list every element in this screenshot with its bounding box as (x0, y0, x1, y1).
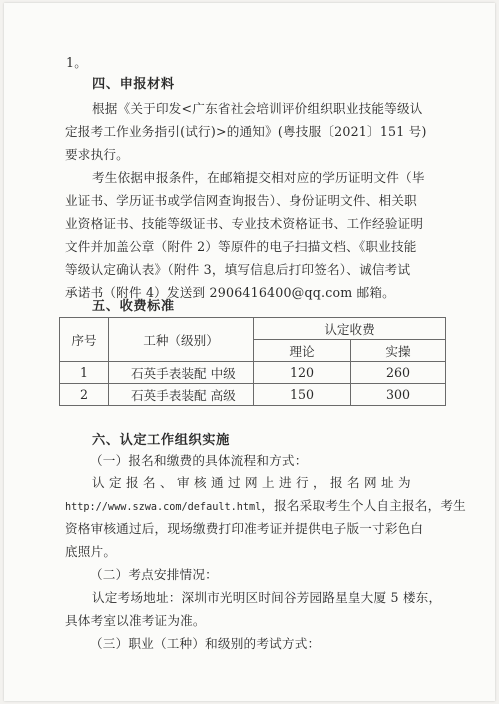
address-line-2: 具体考室以准考证为准。 (65, 613, 206, 628)
row-type: 石英手表装配 高级 (109, 384, 254, 406)
row-no: 1 (60, 362, 109, 384)
para-2-line-3: 业资格证书、技能等级证书、专业技术资格证书、工作经验证明 (65, 216, 424, 231)
table-row (60, 384, 446, 406)
fee-table (59, 317, 446, 406)
sub-3-heading: （三）职业（工种）和级别的考试方式： (90, 636, 321, 651)
para-2-line-1: 考生依据申报条件，在邮箱提交相对应的学历证明文件（毕 (92, 170, 425, 185)
address-line-1: 认定考场地址：深圳市光明区时间谷芳园路星皇大厦 5 楼东， (92, 590, 442, 605)
document-page (4, 3, 495, 701)
row-theory: 150 (254, 384, 351, 406)
header-type: 工种（级别） (109, 318, 254, 362)
fragment-line: 1。 (66, 55, 88, 70)
para-1-line-1: 根据《关于印发<广东省社会培训评价组织职业技能等级认 (92, 101, 423, 116)
para-1-line-3: 要求执行。 (65, 147, 129, 162)
header-fee: 认定收费 (254, 318, 446, 340)
row-no: 2 (60, 384, 109, 406)
section-6-heading: 六、认定工作组织实施 (92, 433, 230, 448)
para-2-line-5: 等级认定确认表》（附件 3，填写信息后打印签名）、诚信考试 (65, 262, 411, 277)
row-theory: 120 (254, 362, 351, 384)
section-5-heading: 五、收费标准 (92, 299, 175, 314)
header-theory: 理论 (254, 340, 351, 362)
section-4-heading: 四、申报材料 (92, 77, 175, 92)
table-row (60, 362, 446, 384)
para-1-line-2: 定报考工作业务指引(试行)>的通知》(粤技服〔2021〕151 号) (65, 124, 427, 139)
row-type: 石英手表装配 中级 (109, 362, 254, 384)
registration-url: http://www.szwa.com/default.html (65, 502, 262, 513)
reg-line-2-rest: ，报名采取考生个人自主报名，考生 (261, 498, 466, 513)
header-no: 序号 (60, 318, 109, 362)
sub-2-heading: （二）考点安排情况： (90, 567, 218, 582)
row-practice: 300 (351, 384, 446, 406)
row-practice: 260 (351, 362, 446, 384)
sub-1-heading: （一）报名和缴费的具体流程和方式： (90, 453, 308, 468)
reg-line-2 (65, 498, 466, 516)
para-2-line-4: 文件并加盖公章（附件 2）等原件的电子扫描文档、《职业技能 (65, 239, 417, 254)
reg-line-1: 认 定 报 名 、 审 核 通 过 网 上 进 行 ， 报 名 网 址 为 (92, 475, 411, 490)
reg-line-4: 底照片。 (65, 544, 117, 559)
para-2-line-6: 承诺书（附件 4）发送到 2906416400@qq.com 邮箱。 (65, 285, 395, 300)
para-2-line-2: 业证书、学历证书或学信网查询报告）、身份证明文件、相关职 (65, 193, 417, 208)
header-practice: 实操 (351, 340, 446, 362)
reg-line-3: 资格审核通过后，现场缴费打印准考证并提供电子版一寸彩色白 (65, 521, 424, 536)
